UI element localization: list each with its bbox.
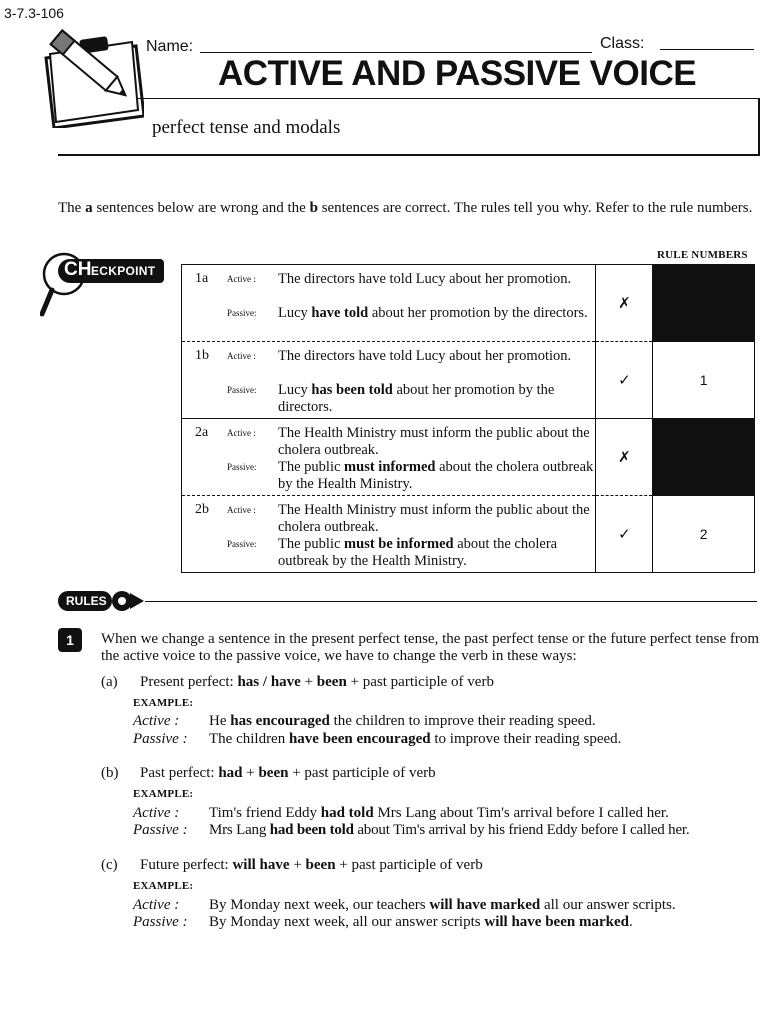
- class-label: Class:: [600, 35, 645, 52]
- rule-number-badge: 1: [58, 628, 82, 652]
- table-row: [182, 496, 755, 573]
- example-label: EXAMPLE:: [133, 880, 194, 892]
- page-title: ACTIVE AND PASSIVE VOICE: [218, 54, 697, 93]
- rule-item-letter: (a): [101, 674, 118, 690]
- passive-example: The children have been encouraged to improve their reading speed.: [209, 731, 622, 747]
- example-label: EXAMPLE:: [133, 788, 194, 800]
- active-example: Tim's friend Eddy had told Mrs Lang about Tim's arrival before I called her.: [209, 805, 669, 821]
- active-example: He has encouraged the children to improve their reading speed.: [209, 713, 596, 729]
- sentence-cell: 2a Active : The Health Ministry must inform the public about the cholera outbreak. Passive: The public must informed about the cholera outbreak by the Health Ministry.: [182, 419, 596, 496]
- active-label: Active :: [133, 805, 180, 821]
- rule-item-formula: Present perfect: has / have + been + past participle of verb: [140, 674, 494, 690]
- checkpoint-table: [181, 264, 755, 573]
- passive-example: Mrs Lang had been told about Tim's arrival by his friend Eddy before I called her.: [209, 822, 690, 838]
- rule-text: When we change a sentence in the present perfect tense, the past perfect tense or the future perfect tense from the active voice to the passive voice, we have to change the verb in these ways:: [101, 631, 760, 664]
- rule-item-formula: Future perfect: will have + been + past participle of verb: [140, 857, 483, 873]
- mark-cell: ✗: [596, 265, 653, 342]
- rule-number-cell[interactable]: [653, 419, 755, 496]
- rule-number-cell[interactable]: [653, 265, 755, 342]
- sentence-cell: 2b Active : The Health Ministry must inform the public about the cholera outbreak. Passive: The public must be informed about the cholera outbreak by the Health Ministry.: [182, 496, 596, 573]
- rule-number-cell[interactable]: 1: [653, 342, 755, 419]
- rule-item-letter: (c): [101, 857, 118, 873]
- passive-example: By Monday next week, all our answer scripts will have been marked.: [209, 914, 633, 930]
- table-row: [182, 419, 755, 496]
- rule-item-formula: Past perfect: had + been + past participle of verb: [140, 765, 436, 781]
- subtitle: perfect tense and modals: [152, 117, 341, 138]
- passive-label: Passive :: [133, 822, 188, 838]
- name-field[interactable]: [200, 52, 592, 53]
- table-row: [182, 342, 755, 419]
- active-example: By Monday next week, our teachers will have marked all our answer scripts.: [209, 897, 676, 913]
- passive-label: Passive :: [133, 914, 188, 930]
- sentence-cell: 1a Active : The directors have told Lucy about her promotion. Passive: Lucy have told about her promotion by the directors.: [182, 265, 596, 342]
- table-row: [182, 265, 755, 342]
- passive-label: Passive :: [133, 731, 188, 747]
- class-field[interactable]: [660, 49, 754, 50]
- active-label: Active :: [133, 897, 180, 913]
- mark-cell: ✗: [596, 419, 653, 496]
- name-label: Name:: [146, 38, 194, 55]
- rule-number-cell[interactable]: 2: [653, 496, 755, 573]
- worksheet-code: 3-7.3-106: [4, 5, 64, 21]
- mark-cell: ✓: [596, 496, 653, 573]
- example-label: EXAMPLE:: [133, 697, 194, 709]
- checkpoint-badge: CH ECKPOINT: [58, 259, 164, 283]
- rule-item-letter: (b): [101, 765, 119, 781]
- rules-arrow-icon: [106, 587, 146, 615]
- sentence-cell: 1b Active : The directors have told Lucy about her promotion. Passive: Lucy has been told about her promotion by the directors.: [182, 342, 596, 419]
- mark-cell: ✓: [596, 342, 653, 419]
- active-label: Active :: [133, 713, 180, 729]
- rules-divider: [145, 601, 757, 602]
- rules-badge: RULES: [58, 591, 112, 611]
- rule-numbers-header: RULE NUMBERS: [657, 249, 748, 261]
- intro-text: The a sentences below are wrong and the b sentences are correct. The rules tell you why. Refer to the rule numbers.: [58, 200, 753, 216]
